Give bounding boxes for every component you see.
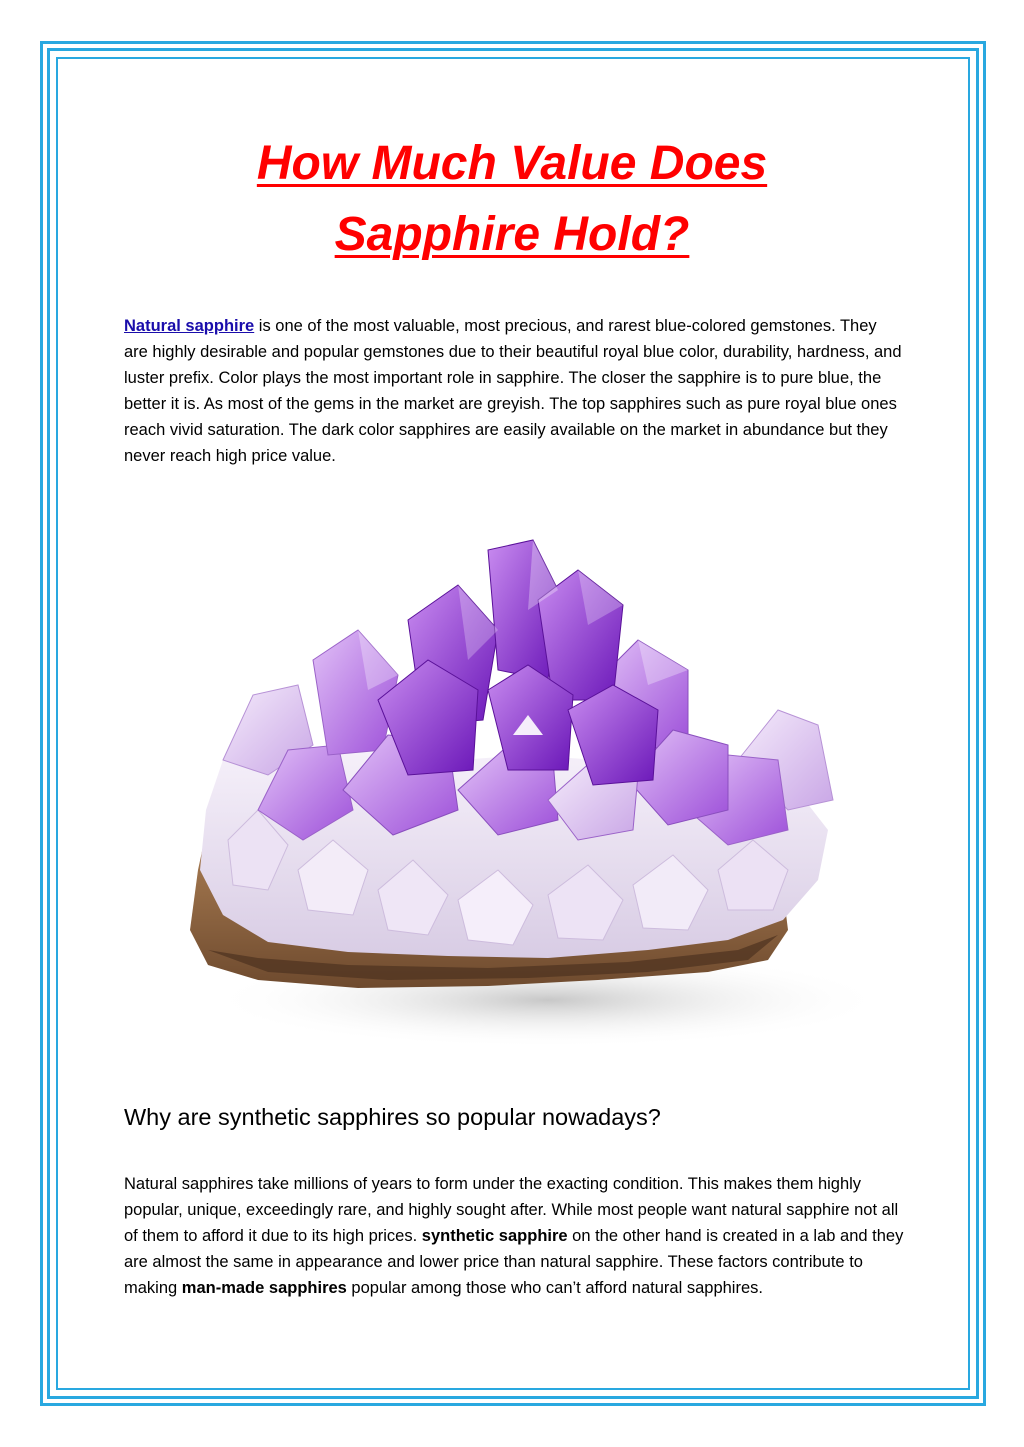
synthetic-sapphire-term: synthetic sapphire (421, 1227, 568, 1245)
paragraph-text-1: Natural sapphires take millions of years to form under the exacting condition. This makes them highly popular, unique, exceedingly rare, and highly sought after. While most people want natural sapphire not all of them to afford it due to its high prices. (124, 1175, 899, 1245)
man-made-sapphires-term: man-made sapphires (181, 1279, 347, 1297)
paragraph-text-2: on the other hand is created in a lab and they are almost the same in appearance and lower price than natural sapphire. These factors contribute to making (124, 1227, 904, 1297)
section-heading: Why are synthetic sapphires so popular nowadays? (124, 1104, 661, 1130)
page-title-line-2: Sapphire Hold? (334, 208, 690, 261)
synthetic-sapphire-paragraph (124, 1171, 904, 1301)
intro-text: is one of the most valuable, most precious, and rarest blue-colored gemstones. They are highly desirable and popular gemstones due to their beautiful royal blue color, durability, hardness, and luster prefix. Color plays the most important role in sapphire. The closer the sapphire is to pure blue, the better it is. As most of the gems in the market are greyish. The top sapphires such as pure royal blue ones reach vivid saturation. The dark color sapphires are easily available on the market in abundance but they never reach high price value. (124, 317, 902, 465)
page-title-line-1: How Much Value Does (256, 137, 768, 190)
amethyst-crystal-icon (128, 510, 904, 1070)
paragraph-text-3: popular among those who can’t afford natural sapphires. (346, 1279, 763, 1297)
page-title (100, 128, 924, 270)
intro-paragraph (124, 313, 904, 469)
amethyst-cluster-image (128, 510, 904, 1070)
natural-sapphire-link[interactable]: Natural sapphire (124, 317, 255, 335)
